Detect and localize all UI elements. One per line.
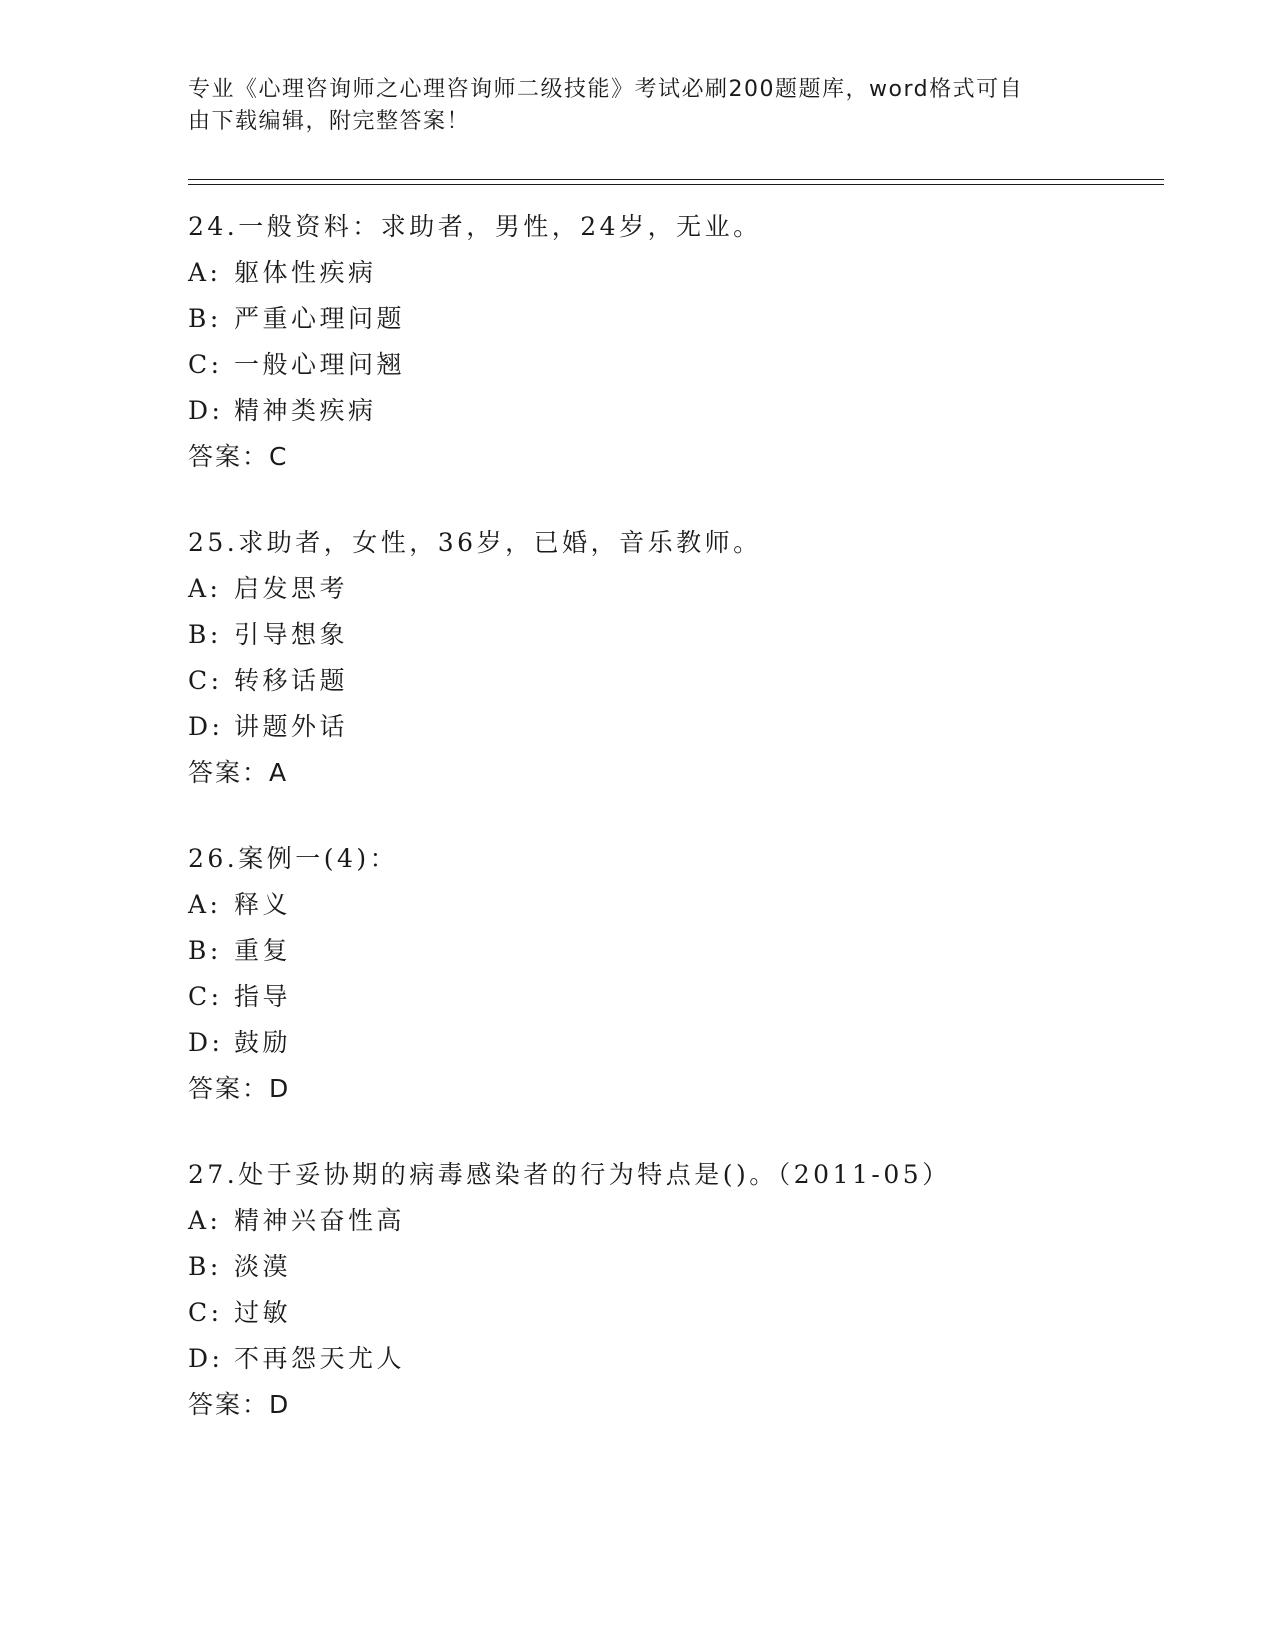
option-text: 启发思考 (234, 574, 349, 603)
option-b (188, 612, 1188, 658)
question-stem: 25.求助者，女性，36岁，已婚，音乐教师。 (188, 528, 762, 557)
option-text: 讲题外话 (234, 712, 349, 741)
option-text: 重复 (234, 936, 292, 965)
option-letter: B: (188, 936, 222, 965)
option-text: 引导想象 (234, 620, 349, 649)
option-letter: B: (188, 620, 222, 649)
option-c (188, 658, 1188, 704)
option-d (188, 1020, 1188, 1066)
header-divider-bottom (188, 184, 1164, 185)
question-25 (188, 520, 1188, 796)
option-letter: C: (188, 350, 223, 379)
answer-line: 答案：A (188, 758, 289, 787)
option-c (188, 974, 1188, 1020)
option-text: 鼓励 (234, 1028, 292, 1057)
option-text: 躯体性疾病 (234, 258, 377, 287)
option-text: 指导 (234, 982, 292, 1011)
option-a (188, 1198, 1188, 1244)
option-letter: A: (188, 574, 222, 603)
option-a (188, 566, 1188, 612)
option-c (188, 1290, 1188, 1336)
option-letter: A: (188, 1206, 222, 1235)
answer-line: 答案：D (188, 1074, 291, 1103)
option-letter: D: (188, 396, 224, 425)
option-a (188, 882, 1188, 928)
option-letter: D: (188, 1028, 224, 1057)
option-c (188, 342, 1188, 388)
question-stem: 27.处于妥协期的病毒感染者的行为特点是()。（2011-05） (188, 1160, 951, 1189)
option-letter: C: (188, 982, 223, 1011)
option-text: 淡漠 (234, 1252, 292, 1281)
option-a (188, 250, 1188, 296)
document-header (188, 74, 1088, 138)
question-26 (188, 836, 1188, 1112)
option-text: 精神兴奋性高 (234, 1206, 406, 1235)
question-27 (188, 1152, 1188, 1428)
answer-line: 答案：D (188, 1390, 291, 1419)
option-b (188, 1244, 1188, 1290)
option-text: 过敏 (234, 1298, 292, 1327)
option-d (188, 1336, 1188, 1382)
option-text: 精神类疾病 (234, 396, 377, 425)
answer-line: 答案：C (188, 442, 289, 471)
option-letter: D: (188, 1344, 224, 1373)
option-letter: C: (188, 1298, 223, 1327)
header-line-1: 专业《心理咨询师之心理咨询师二级技能》考试必刷200题题库，word格式可自 (188, 77, 1024, 102)
question-stem: 24.一般资料：求助者，男性，24岁，无业。 (188, 212, 762, 241)
option-text: 不再怨天尤人 (234, 1344, 406, 1373)
option-text: 释义 (234, 890, 292, 919)
option-b (188, 296, 1188, 342)
option-letter: C: (188, 666, 223, 695)
option-b (188, 928, 1188, 974)
question-stem: 26.案例一(4)： (188, 844, 399, 873)
header-line-2: 由下载编辑，附完整答案！ (188, 109, 471, 134)
option-letter: D: (188, 712, 224, 741)
header-divider-top (188, 179, 1164, 180)
option-d (188, 704, 1188, 750)
option-text: 一般心理问翘 (234, 350, 406, 379)
option-letter: B: (188, 304, 222, 333)
option-text: 严重心理问题 (234, 304, 406, 333)
option-letter: B: (188, 1252, 222, 1281)
option-letter: A: (188, 258, 222, 287)
option-letter: A: (188, 890, 222, 919)
question-24 (188, 204, 1188, 480)
option-d (188, 388, 1188, 434)
option-text: 转移话题 (234, 666, 349, 695)
